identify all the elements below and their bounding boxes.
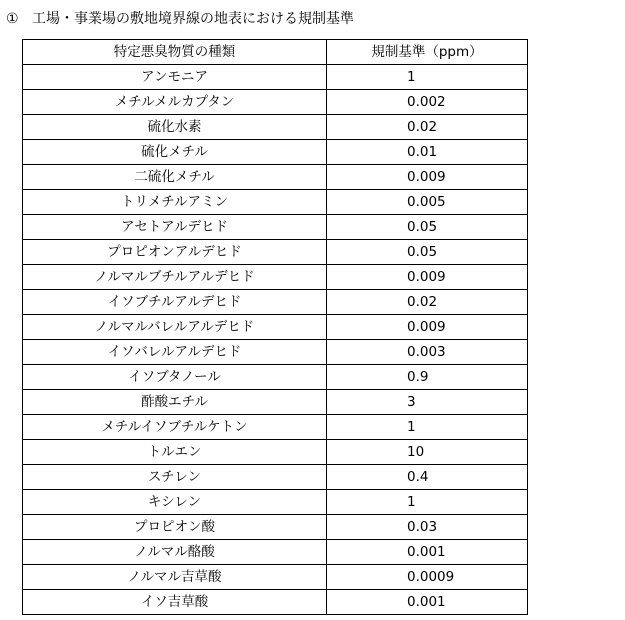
- standard-value: 0.05: [327, 215, 528, 240]
- section-number: ①: [6, 11, 19, 27]
- substance-name: キシレン: [23, 490, 327, 515]
- table-row: [23, 190, 528, 215]
- standard-value: 1: [327, 65, 528, 90]
- table-row: [23, 115, 528, 140]
- table-row: [23, 265, 528, 290]
- section-title: 工場・事業場の敷地境界線の地表における規制基準: [32, 11, 354, 27]
- standard-value: 0.002: [327, 90, 528, 115]
- substance-name: トルエン: [23, 440, 327, 465]
- standard-value: 0.9: [327, 365, 528, 390]
- table-row: [23, 65, 528, 90]
- table-row: [23, 515, 528, 540]
- standard-value: 1: [327, 490, 528, 515]
- table-row: [23, 440, 528, 465]
- regulation-table: [22, 39, 528, 615]
- section-heading: [6, 9, 354, 29]
- standard-value: 0.02: [327, 290, 528, 315]
- table-row: [23, 340, 528, 365]
- table-row: [23, 365, 528, 390]
- substance-name: 硫化水素: [23, 115, 327, 140]
- standard-value: 0.001: [327, 590, 528, 615]
- standard-value: 0.0009: [327, 565, 528, 590]
- standard-value: 0.4: [327, 465, 528, 490]
- table-row: [23, 90, 528, 115]
- table-row: [23, 565, 528, 590]
- substance-name: アセトアルデヒド: [23, 215, 327, 240]
- substance-name: イソブチルアルデヒド: [23, 290, 327, 315]
- standard-value: 0.009: [327, 315, 528, 340]
- standard-value: 0.02: [327, 115, 528, 140]
- standard-value: 0.003: [327, 340, 528, 365]
- standard-value: 3: [327, 390, 528, 415]
- standard-value: 0.001: [327, 540, 528, 565]
- substance-name: アンモニア: [23, 65, 327, 90]
- substance-name: 二硫化メチル: [23, 165, 327, 190]
- substance-name: スチレン: [23, 465, 327, 490]
- substance-name: メチルメルカプタン: [23, 90, 327, 115]
- table-body: [23, 65, 528, 615]
- table-row: [23, 240, 528, 265]
- substance-name: トリメチルアミン: [23, 190, 327, 215]
- substance-name: 酢酸エチル: [23, 390, 327, 415]
- substance-name: イソブタノール: [23, 365, 327, 390]
- table-row: [23, 315, 528, 340]
- table-row: [23, 290, 528, 315]
- standard-value: 0.03: [327, 515, 528, 540]
- substance-name: ノルマルブチルアルデヒド: [23, 265, 327, 290]
- header-substance: 特定悪臭物質の種類: [23, 40, 327, 65]
- table-row: [23, 215, 528, 240]
- substance-name: 硫化メチル: [23, 140, 327, 165]
- standard-value: 0.05: [327, 240, 528, 265]
- standard-value: 1: [327, 415, 528, 440]
- standard-value: 10: [327, 440, 528, 465]
- substance-name: ノルマル酪酸: [23, 540, 327, 565]
- standard-value: 0.01: [327, 140, 528, 165]
- substance-name: メチルイソブチルケトン: [23, 415, 327, 440]
- substance-name: ノルマルバレルアルデヒド: [23, 315, 327, 340]
- substance-name: イソバレルアルデヒド: [23, 340, 327, 365]
- table-row: [23, 540, 528, 565]
- table-row: [23, 390, 528, 415]
- standard-value: 0.005: [327, 190, 528, 215]
- table-row: [23, 465, 528, 490]
- substance-name: イソ吉草酸: [23, 590, 327, 615]
- standard-value: 0.009: [327, 165, 528, 190]
- table-row: [23, 490, 528, 515]
- table-row: [23, 415, 528, 440]
- substance-name: ノルマル吉草酸: [23, 565, 327, 590]
- substance-name: プロピオン酸: [23, 515, 327, 540]
- header-standard: 規制基準（ppm）: [327, 40, 528, 65]
- standard-value: 0.009: [327, 265, 528, 290]
- substance-name: プロピオンアルデヒド: [23, 240, 327, 265]
- table-row: [23, 140, 528, 165]
- table-row: [23, 165, 528, 190]
- table-header-row: [23, 40, 528, 65]
- table-row: [23, 590, 528, 615]
